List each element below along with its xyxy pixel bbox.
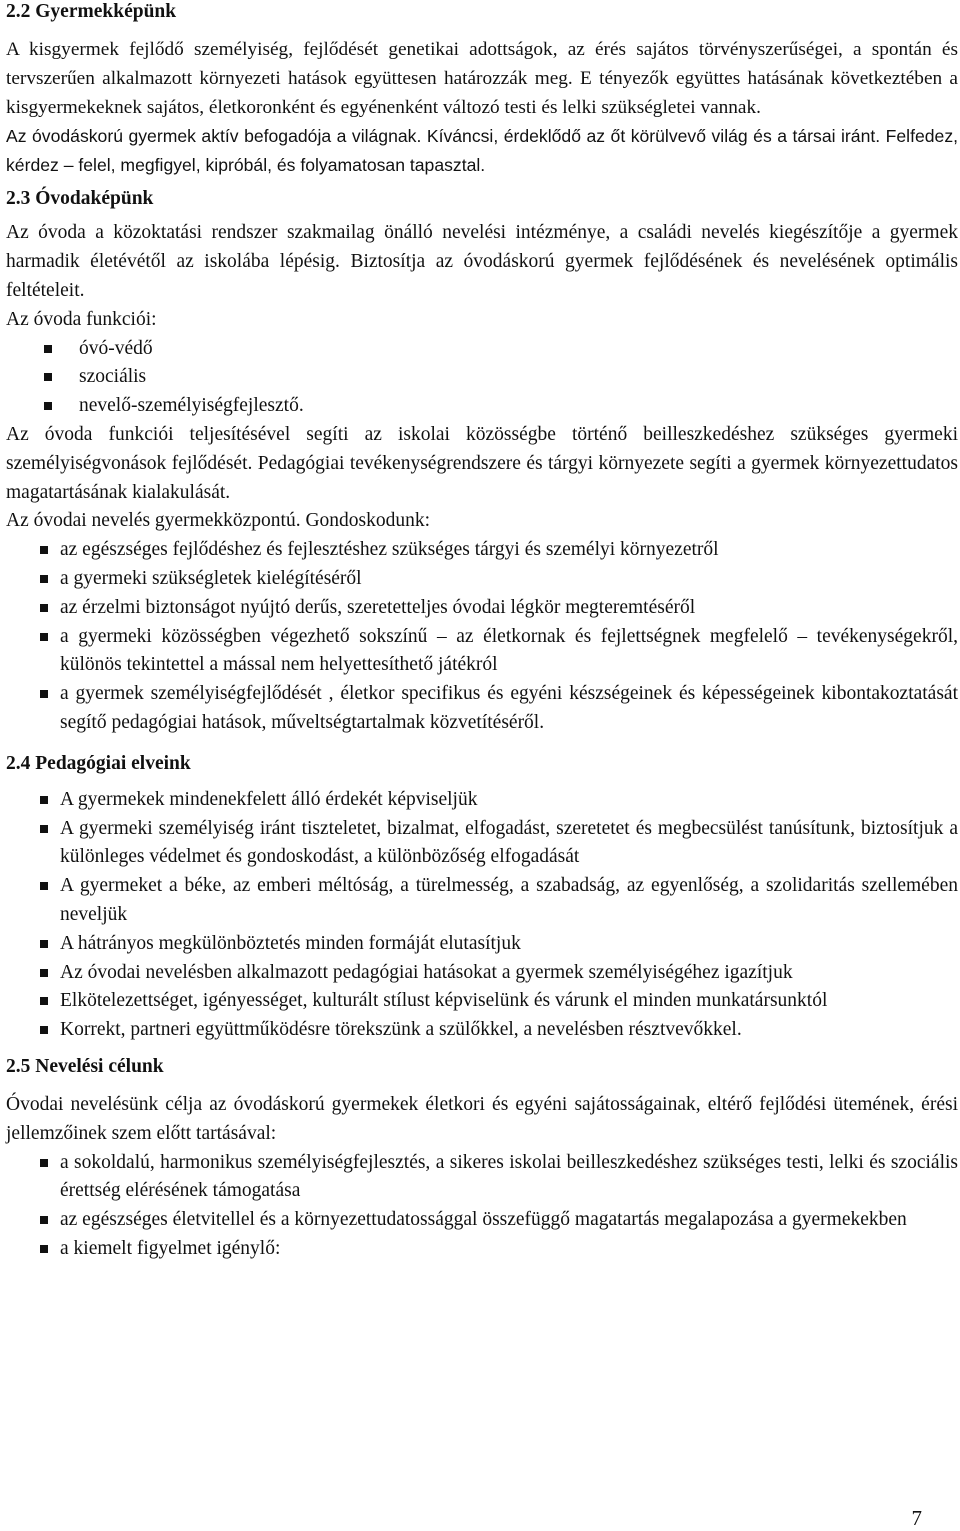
section-2-2-paragraph-2: Az óvodáskorú gyermek aktív befogadója a világnak. Kíváncsi, érdeklődő az őt körülvevő világ és a társai iránt. Felfedez, kérdez – felel, megfigyel, kipróbál, és folyamatosan tapasztal. <box>6 126 958 175</box>
section-2-5-heading: 2.5 Nevelési célunk <box>6 1055 164 1077</box>
list-item: Korrekt, partneri együttműködésre törekszünk a szülőkkel, a nevelésben résztvevőkkel. <box>6 1016 958 1045</box>
list-item: a kiemelt figyelmet igénylő: <box>6 1235 958 1264</box>
section-2-3-paragraph-3: Az óvoda funkciói teljesítésével segíti az iskolai közösségbe történő beilleszkedéshez szükséges gyermeki személyiségvonások fejlődését. Pedagógiai tevékenységrendszere és tárgyi környezete segíti a gyermek környezettudatos magatartásának kialakulását. <box>6 423 958 503</box>
section-2-2-heading: 2.2 Gyermekképünk <box>6 1 177 22</box>
care-list <box>6 536 958 738</box>
page-number: 7 <box>911 1506 922 1530</box>
list-item: a gyermeki szükségletek kielégítéséről <box>6 565 958 594</box>
list-item: A gyermeki személyiség iránt tiszteletet, bizalmat, elfogadást, szeretetet és megbecsülést tanúsítunk, biztosítjuk a különleges védelmet és gondoskodást, a különbözőség elfogadását <box>6 815 958 873</box>
section-2-2-paragraph-1: A kisgyermek fejlődő személyiség, fejlődését genetikai adottságok, az érés sajátos törvényszerűségei, a spontán és tervszerűen alkalmazott környezeti hatások együttesen határozzák meg. E tényezők együttes hatásának következtében a kisgyermekeknek sajátos, életkoronként és egyénenként változó testi és lelki szükségletei vannak. <box>6 39 958 118</box>
list-item: nevelő-személyiségfejlesztő. <box>6 392 958 421</box>
list-item: Az óvodai nevelésben alkalmazott pedagógiai hatásokat a gyermek személyiségéhez igazítjuk <box>6 959 958 988</box>
document-page <box>6 0 958 1264</box>
list-item: az érzelmi biztonságot nyújtó derűs, szeretetteljes óvodai légkör megteremtéséről <box>6 594 958 623</box>
section-2-5-paragraph-1: Óvodai nevelésünk célja az óvodáskorú gyermekek életkori és egyéni sajátosságainak, eltérő fejlődési ütemének, érési jellemzőinek szem előtt tartásával: <box>6 1093 958 1144</box>
list-item: a gyermek személyiségfejlődését , életkor specifikus és egyéni készségeinek és képességeinek kibontakoztatását segítő pedagógiai hatások, műveltségtartalmak közvetítéséről. <box>6 680 958 738</box>
section-2-3-paragraph-4: Az óvodai nevelés gyermekközpontú. Gondoskodunk: <box>6 510 431 532</box>
list-item: az egészséges életvitellel és a környezettudatossággal összefüggő magatartás megalapozása a gyermekekben <box>6 1206 958 1235</box>
goals-list <box>6 1149 958 1264</box>
section-2-3-paragraph-2: Az óvoda funkciói: <box>6 308 157 330</box>
list-item: szociális <box>6 363 958 392</box>
list-item: az egészséges fejlődéshez és fejlesztéshez szükséges tárgyi és személyi környezetről <box>6 536 958 565</box>
list-item: óvó-védő <box>6 335 958 364</box>
list-item: a sokoldalú, harmonikus személyiségfejlesztés, a sikeres iskolai beilleszkedéshez szükséges testi, lelki és szociális érettség elérésének támogatása <box>6 1149 958 1207</box>
list-item: a gyermeki közösségben végezhető sokszínű – az életkornak és fejlettségnek megfelelő – tevékenységekről, különös tekintettel a mással nem helyettesíthető játékról <box>6 623 958 681</box>
list-item: A hátrányos megkülönböztetés minden formáját elutasítjuk <box>6 930 958 959</box>
section-2-3-heading: 2.3 Óvodaképünk <box>6 188 154 210</box>
list-item: A gyermeket a béke, az emberi méltóság, a türelmesség, a szabadság, az egyenlőség, a szolidaritás szellemében neveljük <box>6 872 958 930</box>
list-item: A gyermekek mindenekfelett álló érdekét képviseljük <box>6 786 958 815</box>
section-2-3-paragraph-1: Az óvoda a közoktatási rendszer szakmailag önálló nevelési intézménye, a családi nevelés kiegészítője a gyermek harmadik életévétől az iskolába lépésig. Biztosítja az óvodáskorú gyermek fejlődésének és nevelésének optimális feltételeit. <box>6 222 958 301</box>
section-2-4-heading: 2.4 Pedagógiai elveink <box>6 752 191 774</box>
functions-list <box>6 335 958 421</box>
principles-list <box>6 786 958 1045</box>
list-item: Elkötelezettséget, igényességet, kulturált stílust képviselünk és várunk el minden munkatársunktól <box>6 987 958 1016</box>
